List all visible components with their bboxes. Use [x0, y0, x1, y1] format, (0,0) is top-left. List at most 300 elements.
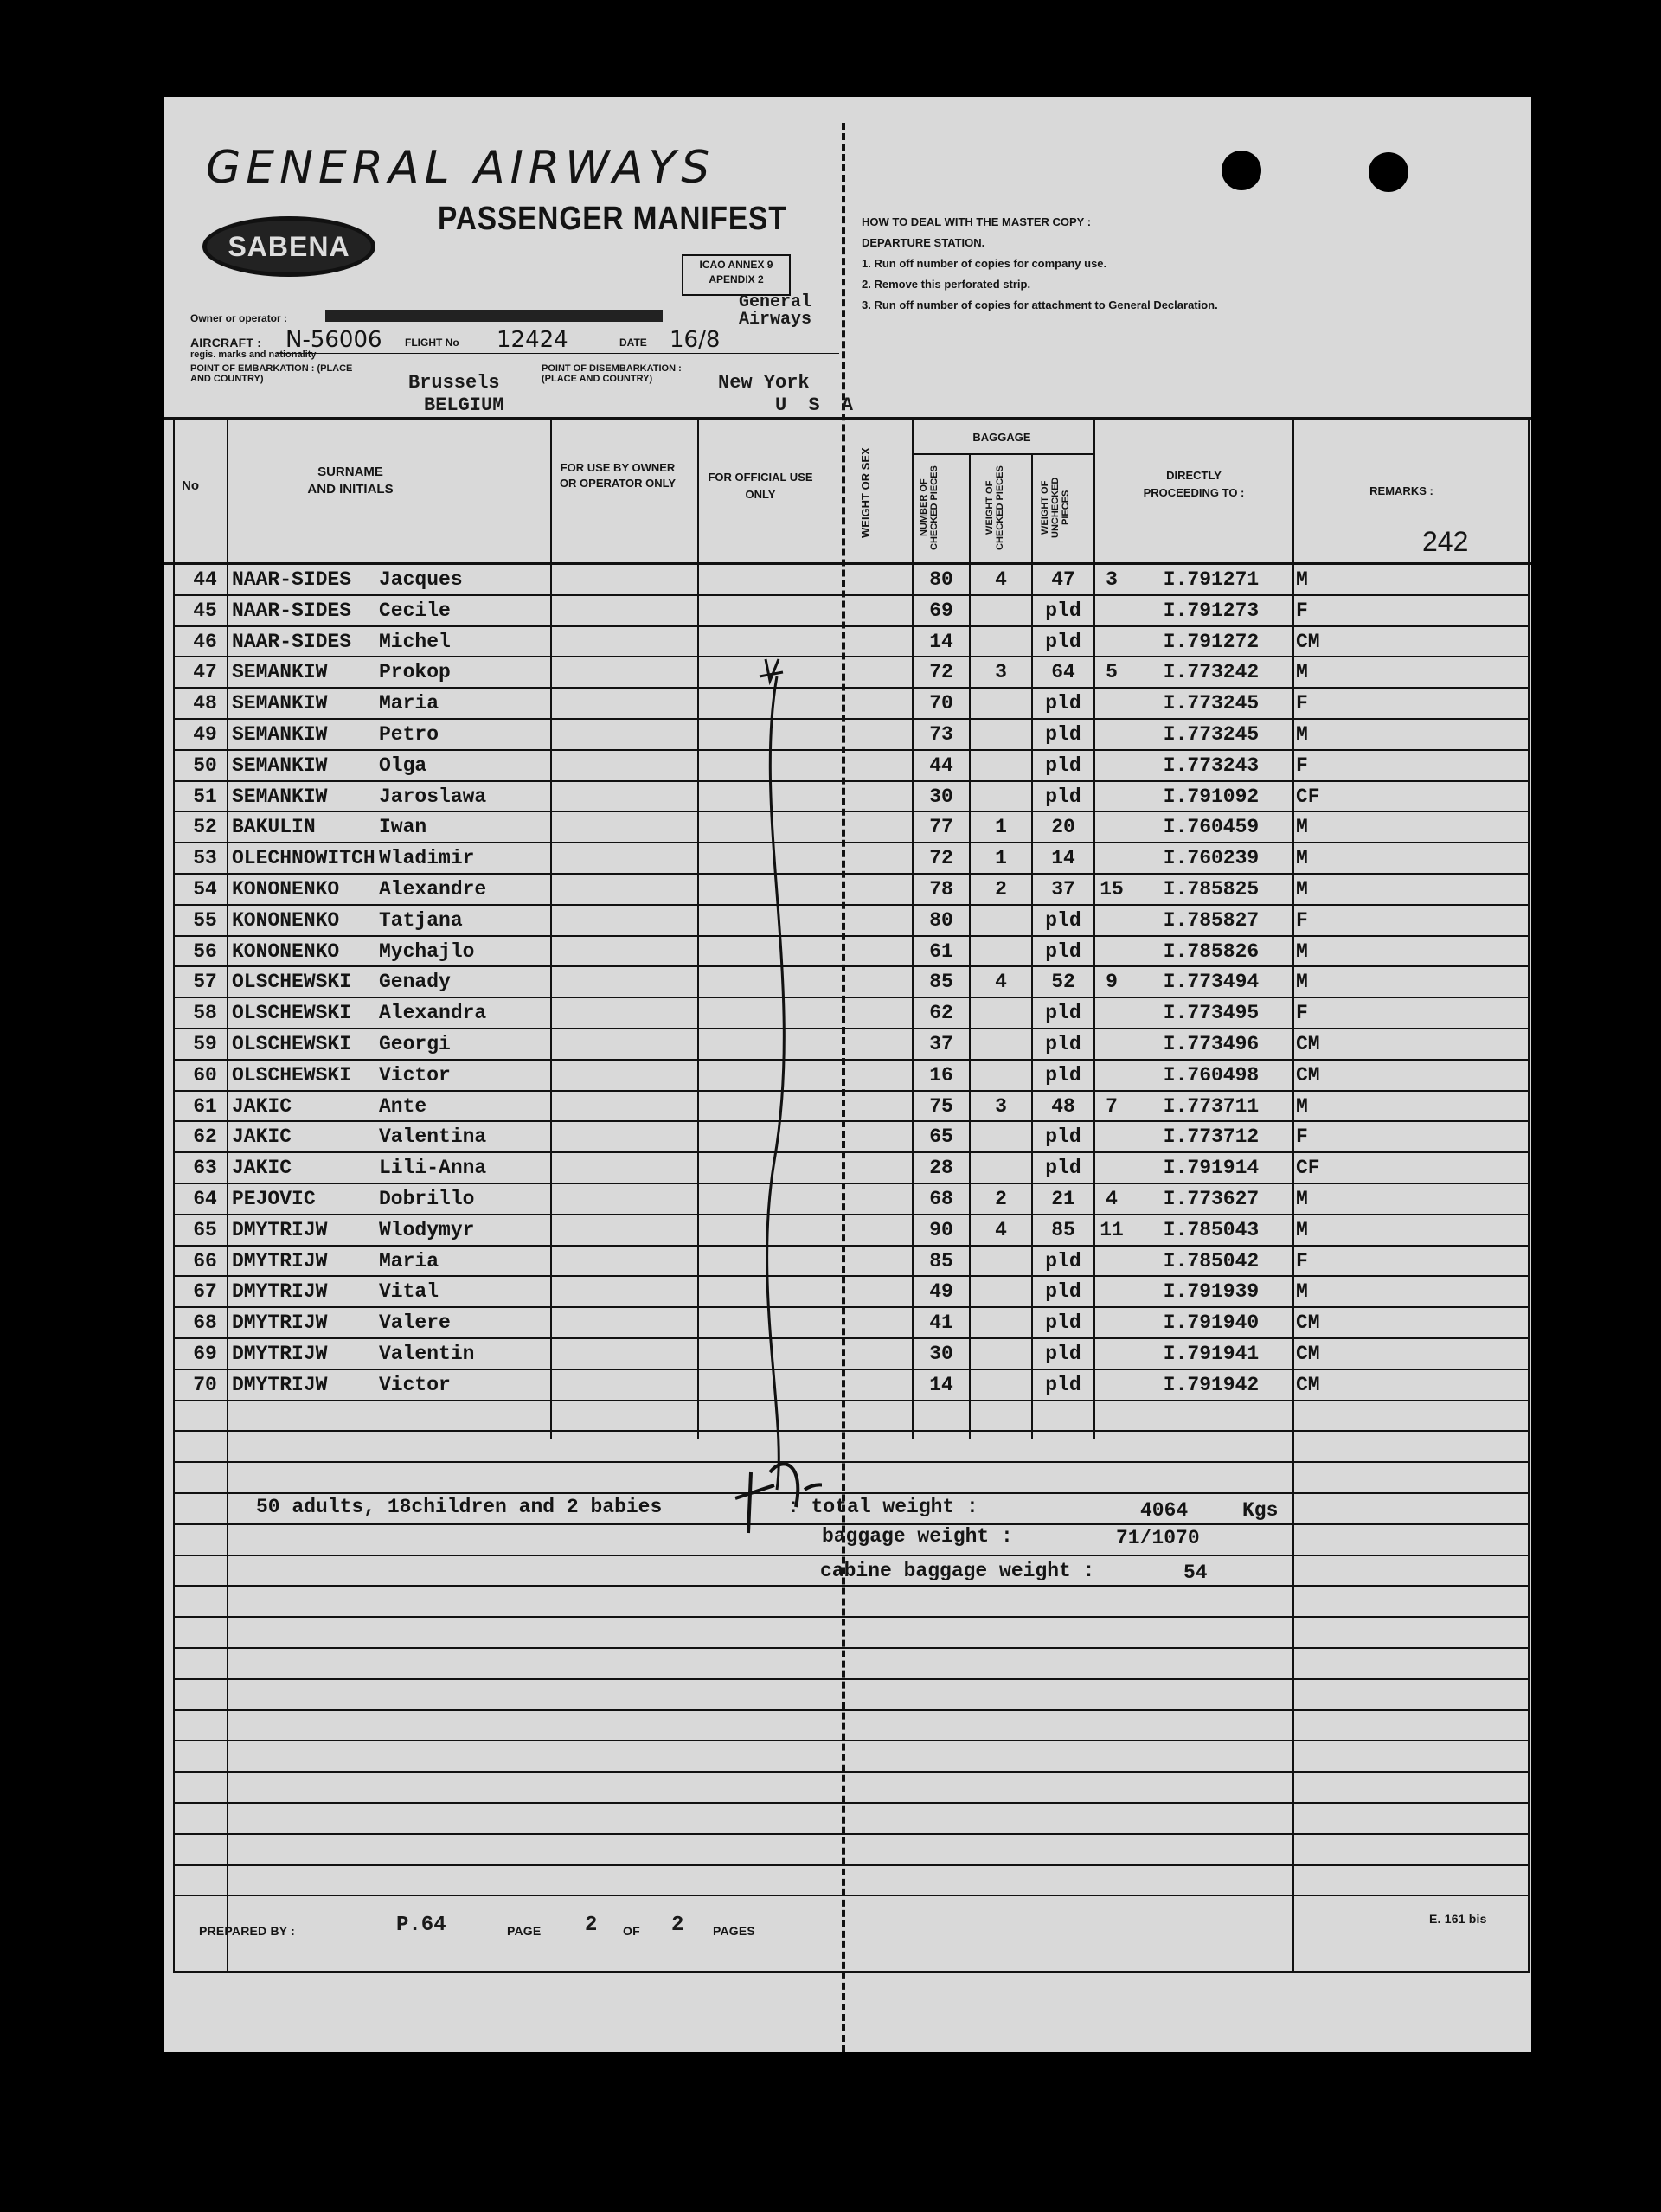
- row-rule: [173, 1337, 1530, 1339]
- row-remark: M: [1296, 1094, 1308, 1118]
- row-weight: 90: [929, 1218, 953, 1241]
- row-dest: I.773245: [1163, 723, 1260, 746]
- row-given: Cecile: [379, 599, 451, 622]
- row-bag: pld: [1045, 908, 1081, 932]
- page-value: 2: [585, 1914, 598, 1937]
- logo-text: SABENA: [228, 231, 350, 262]
- row-weight: 30: [929, 1343, 953, 1365]
- row-weight: 72: [929, 661, 953, 684]
- row-surname: PEJOVIC: [232, 1188, 316, 1210]
- row-dest: I.785827: [1163, 908, 1260, 932]
- row-pieces: 2: [995, 1188, 1007, 1210]
- blank-row-rule: [173, 1895, 1530, 1896]
- rule-right: [1528, 419, 1530, 1971]
- row-no: 70: [193, 1373, 217, 1396]
- row-given: Genady: [379, 971, 451, 994]
- row-bag: 14: [1051, 847, 1075, 870]
- date-value: 16/8: [670, 327, 721, 353]
- manifest-sheet: [164, 97, 1531, 2052]
- blank-row-rule: [173, 1555, 1530, 1556]
- col-weight-sex: WEIGHT OR SEX: [859, 447, 872, 539]
- row-rule: [173, 811, 1530, 812]
- cabine-weight-value: 54: [1183, 1561, 1208, 1584]
- total-weight-value: 4064: [1140, 1499, 1189, 1522]
- row-bag: 20: [1051, 816, 1075, 839]
- baggage-weight-value: 71/1070: [1116, 1527, 1200, 1549]
- rule-dest: [1292, 419, 1294, 1971]
- row-dest: I.791273: [1163, 599, 1260, 622]
- blank-row-rule: [173, 1647, 1530, 1649]
- row-dest: I.760498: [1163, 1063, 1260, 1087]
- row-unchecked: 3: [1106, 568, 1118, 591]
- row-rule: [173, 718, 1530, 720]
- row-no: 45: [193, 599, 217, 622]
- row-surname: OLSCHEWSKI: [232, 1063, 352, 1087]
- page-label: PAGE: [507, 1924, 542, 1938]
- row-bag: 52: [1051, 971, 1075, 994]
- row-remark: M: [1296, 878, 1308, 901]
- page-title: PASSENGER MANIFEST: [438, 201, 787, 237]
- row-surname: BAKULIN: [232, 816, 316, 839]
- col-baggage: BAGGAGE: [972, 431, 1031, 444]
- embark-label: POINT OF EMBARKATION : (PLACE AND COUNTRY): [190, 363, 353, 384]
- disembark-city: New York: [718, 372, 810, 394]
- row-weight: 28: [929, 1157, 953, 1180]
- row-dest: I.773627: [1163, 1188, 1260, 1210]
- row-dest: I.773245: [1163, 692, 1260, 715]
- row-no: 54: [193, 878, 217, 901]
- row-given: Dobrillo: [379, 1188, 475, 1210]
- row-pieces: 3: [995, 1094, 1007, 1118]
- row-dest: I.791941: [1163, 1343, 1260, 1365]
- row-given: Victor: [379, 1063, 451, 1087]
- row-no: 63: [193, 1157, 217, 1180]
- cabine-weight-label: cabine baggage weight :: [820, 1560, 1095, 1582]
- aircraft-underline: [277, 353, 839, 354]
- row-given: Jacques: [379, 568, 463, 591]
- aircraft-sub: regis. marks and nationality: [190, 349, 317, 360]
- row-given: Wladimir: [379, 847, 475, 870]
- row-surname: SEMANKIW: [232, 661, 328, 684]
- totals-summary: 50 adults, 18children and 2 babies: [256, 1496, 663, 1518]
- row-weight: 85: [929, 1249, 953, 1273]
- blank-row-rule: [173, 1492, 1530, 1494]
- row-remark: M: [1296, 1280, 1308, 1304]
- row-rule: [173, 1090, 1530, 1092]
- row-weight: 80: [929, 568, 953, 591]
- row-weight: 41: [929, 1311, 953, 1335]
- row-surname: KONONENKO: [232, 939, 340, 963]
- row-bag: pld: [1045, 1249, 1081, 1273]
- row-bag: 47: [1051, 568, 1075, 591]
- row-weight: 73: [929, 723, 953, 746]
- row-no: 55: [193, 908, 217, 932]
- row-remark: CM: [1296, 1033, 1320, 1055]
- row-weight: 78: [929, 878, 953, 901]
- punch-hole: [1369, 152, 1408, 192]
- row-rule: [173, 1275, 1530, 1277]
- row-dest: I.785825: [1163, 878, 1260, 901]
- row-bag: pld: [1045, 1343, 1081, 1365]
- row-surname: NAAR-SIDES: [232, 630, 352, 653]
- row-given: Victor: [379, 1373, 451, 1396]
- row-rule: [173, 1400, 1530, 1401]
- row-surname: KONONENKO: [232, 908, 340, 932]
- row-surname: DMYTRIJW: [232, 1218, 328, 1241]
- row-rule: [173, 1059, 1530, 1061]
- row-given: Tatjana: [379, 908, 463, 932]
- handwritten-title: GENERAL AIRWAYS: [206, 142, 715, 194]
- row-bag: pld: [1045, 1002, 1081, 1025]
- row-rule: [173, 656, 1530, 657]
- row-dest: I.791940: [1163, 1311, 1260, 1335]
- row-remark: M: [1296, 568, 1308, 591]
- row-unchecked: 15: [1100, 878, 1124, 901]
- row-dest: I.773242: [1163, 661, 1260, 684]
- row-dest: I.773712: [1163, 1125, 1260, 1149]
- row-bag: 48: [1051, 1094, 1075, 1118]
- row-surname: OLECHNOWITCH: [232, 847, 375, 870]
- col-official-use: FOR OFFICIAL USE ONLY: [708, 471, 813, 501]
- prepared-value: P.64: [396, 1914, 446, 1937]
- row-surname: JAKIC: [232, 1157, 292, 1180]
- row-dest: I.791271: [1163, 568, 1260, 591]
- row-pieces: 3: [995, 661, 1007, 684]
- row-dest: I.791092: [1163, 785, 1260, 808]
- row-weight: 70: [929, 692, 953, 715]
- row-rule: [173, 1028, 1530, 1029]
- row-rule: [173, 935, 1530, 937]
- row-dest: I.791272: [1163, 630, 1260, 653]
- row-weight: 85: [929, 971, 953, 994]
- row-given: Maria: [379, 692, 439, 715]
- row-remark: M: [1296, 1218, 1308, 1241]
- row-remark: F: [1296, 908, 1308, 932]
- row-rule: [173, 1151, 1530, 1153]
- row-remark: F: [1296, 753, 1308, 777]
- prepared-label: PREPARED BY :: [199, 1924, 295, 1938]
- form-code: E. 161 bis: [1429, 1912, 1487, 1926]
- row-unchecked: 4: [1106, 1188, 1118, 1210]
- row-rule: [173, 997, 1530, 998]
- instructions-heading: HOW TO DEAL WITH THE MASTER COPY :: [862, 215, 1092, 228]
- row-surname: JAKIC: [232, 1125, 292, 1149]
- row-rule: [173, 873, 1530, 875]
- row-rule: [173, 687, 1530, 689]
- row-given: Valentin: [379, 1343, 475, 1365]
- row-rule: [173, 1183, 1530, 1184]
- col-surname: SURNAME AND INITIALS: [307, 465, 394, 497]
- row-weight: 69: [929, 599, 953, 622]
- instructions-step-2: 2. Remove this perforated strip.: [862, 278, 1031, 291]
- row-given: Petro: [379, 723, 439, 746]
- row-no: 48: [193, 692, 217, 715]
- row-surname: DMYTRIJW: [232, 1373, 328, 1396]
- embark-country: BELGIUM: [424, 394, 504, 416]
- row-bag: pld: [1045, 785, 1081, 808]
- row-dest: I.791942: [1163, 1373, 1260, 1396]
- row-no: 60: [193, 1063, 217, 1087]
- row-surname: DMYTRIJW: [232, 1311, 328, 1335]
- row-surname: SEMANKIW: [232, 692, 328, 715]
- total-weight-label: : total weight :: [787, 1496, 978, 1518]
- row-surname: SEMANKIW: [232, 753, 328, 777]
- row-remark: M: [1296, 661, 1308, 684]
- row-given: Michel: [379, 630, 451, 653]
- owner-label: Owner or operator :: [190, 312, 288, 324]
- row-pieces: 4: [995, 1218, 1007, 1241]
- row-remark: CM: [1296, 630, 1320, 653]
- row-remark: CF: [1296, 785, 1320, 808]
- row-rule: [173, 625, 1530, 627]
- rule-no: [227, 419, 228, 1971]
- row-bag: 21: [1051, 1188, 1075, 1210]
- blank-row-rule: [173, 1461, 1530, 1463]
- blank-row-rule: [173, 1616, 1530, 1618]
- row-bag: pld: [1045, 939, 1081, 963]
- row-given: Prokop: [379, 661, 451, 684]
- row-surname: NAAR-SIDES: [232, 568, 352, 591]
- col-num-checked: NUMBER OF CHECKED PIECES: [919, 465, 940, 550]
- row-given: Valentina: [379, 1125, 487, 1149]
- col-proceeding: DIRECTLY PROCEEDING TO :: [1143, 469, 1245, 499]
- row-unchecked: 11: [1100, 1218, 1124, 1241]
- row-no: 51: [193, 785, 217, 808]
- row-dest: I.785042: [1163, 1249, 1260, 1273]
- row-bag: pld: [1045, 1033, 1081, 1055]
- row-weight: 61: [929, 939, 953, 963]
- row-dest: I.785043: [1163, 1218, 1260, 1241]
- row-no: 58: [193, 1002, 217, 1025]
- row-remark: M: [1296, 723, 1308, 746]
- row-given: Valere: [379, 1311, 451, 1335]
- pages-label: PAGES: [713, 1924, 755, 1938]
- row-remark: F: [1296, 1002, 1308, 1025]
- row-rule: [173, 842, 1530, 843]
- row-no: 46: [193, 630, 217, 653]
- row-given: Vital: [379, 1280, 439, 1304]
- row-bag: pld: [1045, 1157, 1081, 1180]
- of-value: 2: [671, 1914, 684, 1937]
- blank-row-rule: [173, 1678, 1530, 1680]
- row-given: Alexandra: [379, 1002, 487, 1025]
- airline-logo: [202, 216, 375, 277]
- row-dest: I.773496: [1163, 1033, 1260, 1055]
- row-surname: OLSCHEWSKI: [232, 1002, 352, 1025]
- row-remark: CM: [1296, 1343, 1320, 1365]
- row-no: 49: [193, 723, 217, 746]
- row-unchecked: 9: [1106, 971, 1118, 994]
- row-rule: [173, 594, 1530, 596]
- row-rule: [173, 1245, 1530, 1247]
- row-unchecked: 5: [1106, 661, 1118, 684]
- instructions-step-1: 1. Run off number of copies for company use.: [862, 257, 1107, 270]
- row-weight: 16: [929, 1063, 953, 1087]
- row-weight: 37: [929, 1033, 953, 1055]
- table-top-rule: [164, 417, 1531, 420]
- row-dest: I.791939: [1163, 1280, 1260, 1304]
- page-number-stamp: 242: [1422, 526, 1469, 557]
- row-weight: 30: [929, 785, 953, 808]
- disembark-label: POINT OF DISEMBARKATION : (PLACE AND COUNTRY): [542, 363, 682, 384]
- row-weight: 77: [929, 816, 953, 839]
- row-bag: pld: [1045, 1311, 1081, 1335]
- row-no: 64: [193, 1188, 217, 1210]
- official-signature: [597, 555, 822, 1576]
- blank-row-rule: [173, 1864, 1530, 1866]
- col-owner-use: FOR USE BY OWNER OR OPERATOR ONLY: [559, 461, 677, 490]
- row-dest: I.760459: [1163, 816, 1260, 839]
- aircraft-label: AIRCRAFT :: [190, 336, 262, 349]
- instructions-station: DEPARTURE STATION.: [862, 236, 985, 249]
- row-remark: M: [1296, 816, 1308, 839]
- row-pieces: 1: [995, 847, 1007, 870]
- table-header-rule: [164, 562, 1531, 565]
- row-rule: [173, 1120, 1530, 1122]
- row-dest: I.760239: [1163, 847, 1260, 870]
- col-no: No: [182, 478, 199, 493]
- embark-city: Brussels: [408, 372, 500, 394]
- row-no: 65: [193, 1218, 217, 1241]
- blank-row-rule: [173, 1430, 1530, 1432]
- row-weight: 44: [929, 753, 953, 777]
- row-pieces: 1: [995, 816, 1007, 839]
- row-no: 69: [193, 1343, 217, 1365]
- row-rule: [173, 1214, 1530, 1215]
- flight-value: 12424: [497, 327, 568, 353]
- row-dest: I.773495: [1163, 1002, 1260, 1025]
- row-weight: 72: [929, 847, 953, 870]
- row-bag: pld: [1045, 1280, 1081, 1304]
- owner-struck: [325, 310, 663, 322]
- icao-annex: ICAO ANNEX 9: [699, 259, 773, 271]
- owner-value: General Airways: [738, 292, 811, 330]
- row-unchecked: 7: [1106, 1094, 1118, 1118]
- row-no: 67: [193, 1280, 217, 1304]
- row-surname: OLSCHEWSKI: [232, 1033, 352, 1055]
- row-no: 44: [193, 568, 217, 591]
- row-dest: I.773494: [1163, 971, 1260, 994]
- row-pieces: 4: [995, 971, 1007, 994]
- blank-row-rule: [173, 1709, 1530, 1711]
- row-rule: [173, 780, 1530, 782]
- row-weight: 65: [929, 1125, 953, 1149]
- row-weight: 14: [929, 1373, 953, 1396]
- row-surname: SEMANKIW: [232, 785, 328, 808]
- row-remark: M: [1296, 939, 1308, 963]
- row-bag: pld: [1045, 723, 1081, 746]
- blank-row-rule: [173, 1802, 1530, 1804]
- row-rule: [173, 1369, 1530, 1370]
- row-bag: pld: [1045, 1125, 1081, 1149]
- row-pieces: 4: [995, 568, 1007, 591]
- baggage-rule: [912, 453, 1095, 455]
- row-remark: F: [1296, 1125, 1308, 1149]
- row-rule: [173, 904, 1530, 906]
- row-bag: pld: [1045, 599, 1081, 622]
- row-bag: pld: [1045, 630, 1081, 653]
- icao-box: [682, 254, 791, 296]
- row-given: Ante: [379, 1094, 427, 1118]
- row-no: 52: [193, 816, 217, 839]
- row-remark: M: [1296, 1188, 1308, 1210]
- row-no: 56: [193, 939, 217, 963]
- row-given: Olga: [379, 753, 427, 777]
- row-remark: CM: [1296, 1373, 1320, 1396]
- row-surname: DMYTRIJW: [232, 1343, 328, 1365]
- row-surname: SEMANKIW: [232, 723, 328, 746]
- row-surname: NAAR-SIDES: [232, 599, 352, 622]
- col-weight-checked: WEIGHT OF CHECKED PIECES: [984, 465, 1005, 550]
- row-dest: I.791914: [1163, 1157, 1260, 1180]
- row-no: 68: [193, 1311, 217, 1335]
- row-surname: OLSCHEWSKI: [232, 971, 352, 994]
- row-no: 61: [193, 1094, 217, 1118]
- row-bag: 64: [1051, 661, 1075, 684]
- row-no: 57: [193, 971, 217, 994]
- row-given: Jaroslawa: [379, 785, 487, 808]
- blank-row-rule: [173, 1833, 1530, 1835]
- row-rule: [173, 965, 1530, 967]
- row-weight: 49: [929, 1280, 953, 1304]
- row-remark: CM: [1296, 1311, 1320, 1335]
- blank-row-rule: [173, 1740, 1530, 1741]
- row-remark: F: [1296, 599, 1308, 622]
- row-weight: 80: [929, 908, 953, 932]
- rule-left: [173, 419, 175, 1971]
- row-no: 62: [193, 1125, 217, 1149]
- row-given: Wlodymyr: [379, 1218, 475, 1241]
- row-no: 59: [193, 1033, 217, 1055]
- baggage-weight-label: baggage weight :: [822, 1525, 1013, 1548]
- blank-row-rule: [173, 1585, 1530, 1587]
- row-surname: DMYTRIJW: [232, 1249, 328, 1273]
- row-bag: pld: [1045, 1373, 1081, 1396]
- row-weight: 62: [929, 1002, 953, 1025]
- row-dest: I.773243: [1163, 753, 1260, 777]
- row-remark: F: [1296, 1249, 1308, 1273]
- row-given: Iwan: [379, 816, 427, 839]
- row-no: 66: [193, 1249, 217, 1273]
- footer-rule: [173, 1971, 1530, 1973]
- row-rule: [173, 1306, 1530, 1308]
- row-bag: pld: [1045, 753, 1081, 777]
- disembark-country: U S A: [775, 394, 859, 416]
- row-bag: 37: [1051, 878, 1075, 901]
- row-weight: 75: [929, 1094, 953, 1118]
- row-remark: M: [1296, 971, 1308, 994]
- row-surname: DMYTRIJW: [232, 1280, 328, 1304]
- total-weight-unit: Kgs: [1242, 1499, 1279, 1522]
- rule-pieces: [969, 453, 971, 1439]
- blank-row-rule: [173, 1771, 1530, 1773]
- row-given: Georgi: [379, 1033, 451, 1055]
- date-label: DATE: [619, 337, 647, 349]
- row-dest: I.785826: [1163, 939, 1260, 963]
- row-given: Alexandre: [379, 878, 487, 901]
- row-remark: CF: [1296, 1157, 1320, 1180]
- col-weight-unchecked: WEIGHT OF UNCHECKED PIECES: [1040, 477, 1071, 539]
- of-label: OF: [623, 1924, 640, 1938]
- row-given: Maria: [379, 1249, 439, 1273]
- row-bag: pld: [1045, 692, 1081, 715]
- row-bag: pld: [1045, 1063, 1081, 1087]
- col-remarks: REMARKS :: [1369, 484, 1433, 497]
- row-weight: 14: [929, 630, 953, 653]
- instructions-step-3: 3. Run off number of copies for attachment to General Declaration.: [862, 298, 1218, 311]
- row-no: 53: [193, 847, 217, 870]
- punch-hole: [1222, 151, 1261, 190]
